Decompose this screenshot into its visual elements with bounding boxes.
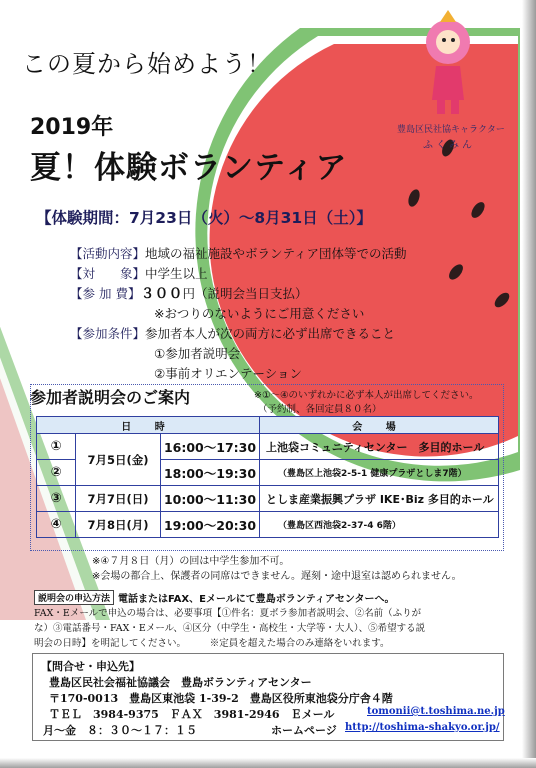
application-label: 説明会の申込方法 <box>34 590 114 605</box>
sessions-note-1: ※①〜④のいずれかに必ず本人が出席してください。 <box>254 390 479 401</box>
application-line-1: FAX・Eメールで申込の場合は、必要事項【①件名：夏ボラ参加者説明会、②名前（ふりが <box>34 608 422 619</box>
session-schedule-table <box>36 416 499 538</box>
sessions-title: 参加者説明会のご案内 <box>30 388 191 407</box>
fee-rest: 円（説明会当日支払） <box>182 286 308 301</box>
contact-heading: 【問合せ・申込先】 <box>41 660 140 673</box>
condition-item-2: ②事前オリエンテーション <box>154 366 302 381</box>
application-line-3: 明会の日時】を明記してください。 ※定員を超えた場合のみ連絡をいれます。 <box>34 638 390 649</box>
sessions-footnote-1: ※④７月８日（月）の回は中学生参加不可。 <box>92 556 290 567</box>
condition-value: 参加者本人が次の両方に必ず出席できること <box>145 326 396 341</box>
condition-row <box>70 324 407 344</box>
sessions-note-2: （予約制、各回定員８０名） <box>258 404 382 415</box>
main-title: 夏！体験ボランティア <box>30 150 348 186</box>
session-number: ④ <box>37 512 76 538</box>
contact-email-link[interactable]: tomonii@t.toshima.ne.jp <box>367 706 505 717</box>
application-instructions <box>34 606 504 651</box>
session-time: 16:00〜17:30 <box>161 434 260 460</box>
session-time: 18:00〜19:30 <box>161 460 260 486</box>
session-time: 19:00〜20:30 <box>161 512 260 538</box>
page-shadow-right <box>522 0 536 768</box>
activity-value: 地域の福祉施設やボランティア団体等での活動 <box>145 246 407 261</box>
fee-note: ※おつりのないようにご用意ください <box>154 306 365 321</box>
session-venue-address: （豊島区西池袋2-37-4 6階） <box>260 512 499 538</box>
contact-hours: 月〜金 ８：３０〜１７：１５ <box>43 724 197 737</box>
sessions-footnote-2: ※会場の都合上、保護者の同席はできません。遅刻・途中退室は認められません。 <box>92 571 462 582</box>
contact-address: 〒170-0013 豊島区東池袋 1-39-2 豊島区役所東池袋分庁舎４階 <box>49 692 393 705</box>
table-row <box>37 486 499 512</box>
session-time: 10:00〜11:30 <box>161 486 260 512</box>
session-date: 7月8日(月) <box>76 512 161 538</box>
header-datetime: 日 時 <box>37 417 260 434</box>
homepage-label: ホームページ <box>271 724 337 737</box>
page-shadow-bottom <box>0 758 536 768</box>
activity-label: 【活動内容】 <box>70 246 146 261</box>
activity-row <box>70 244 407 264</box>
homepage-link[interactable]: http://toshima-shakyo.or.jp/ <box>345 722 500 733</box>
target-label: 【対 象】 <box>70 266 146 281</box>
contact-box <box>32 653 504 741</box>
catchphrase: この夏から始めよう！ <box>22 50 272 78</box>
fee-amount: ３００ <box>140 286 183 302</box>
table-row <box>37 512 499 538</box>
session-venue: 上池袋コミュニティセンター 多目的ホール <box>260 434 499 460</box>
application-method: 電話またはFAX、Eメールにて豊島ボランティアセンターへ。 <box>118 594 395 605</box>
contact-phone-fax: ＴＥＬ 3984-9375 ＦＡＸ 3981-2946 Ｅメール <box>49 708 335 721</box>
condition-label: 【参加条件】 <box>70 326 146 341</box>
target-value: 中学生以上 <box>145 266 208 281</box>
session-date: 7月5日(金) <box>76 434 161 486</box>
condition-item-1: ①参加者説明会 <box>154 346 241 361</box>
session-date: 7月7日(日) <box>76 486 161 512</box>
character-name: ふくみん <box>423 140 475 151</box>
table-header-row <box>37 417 499 434</box>
fee-label: 【参 加 費】 <box>70 286 141 301</box>
target-row <box>70 264 407 284</box>
application-line-2: な）③電話番号・FAX・Eメール、④区分（中学生・高校生・大学等・大人）、⑤希望する説 <box>34 623 426 634</box>
fee-row <box>70 284 407 304</box>
session-number: ① <box>37 434 76 460</box>
character-caption: 豊島区民社協キャラクター <box>397 125 505 135</box>
session-number: ③ <box>37 486 76 512</box>
session-venue: としま産業振興プラザ IKE･Biz 多目的ホール <box>260 486 499 512</box>
details-section <box>70 244 407 384</box>
event-period: 【体験期間：7月23日（火）〜8月31日（土）】 <box>36 209 372 227</box>
session-number: ② <box>37 460 76 486</box>
header-venue: 会 場 <box>260 417 499 434</box>
contact-organization: 豊島区民社会福祉協議会 豊島ボランティアセンター <box>49 676 312 689</box>
table-row <box>37 434 499 460</box>
session-venue-address: （豊島区上池袋2-5-1 健康プラザとしま7階） <box>260 460 499 486</box>
event-year: 2019年 <box>30 115 114 140</box>
